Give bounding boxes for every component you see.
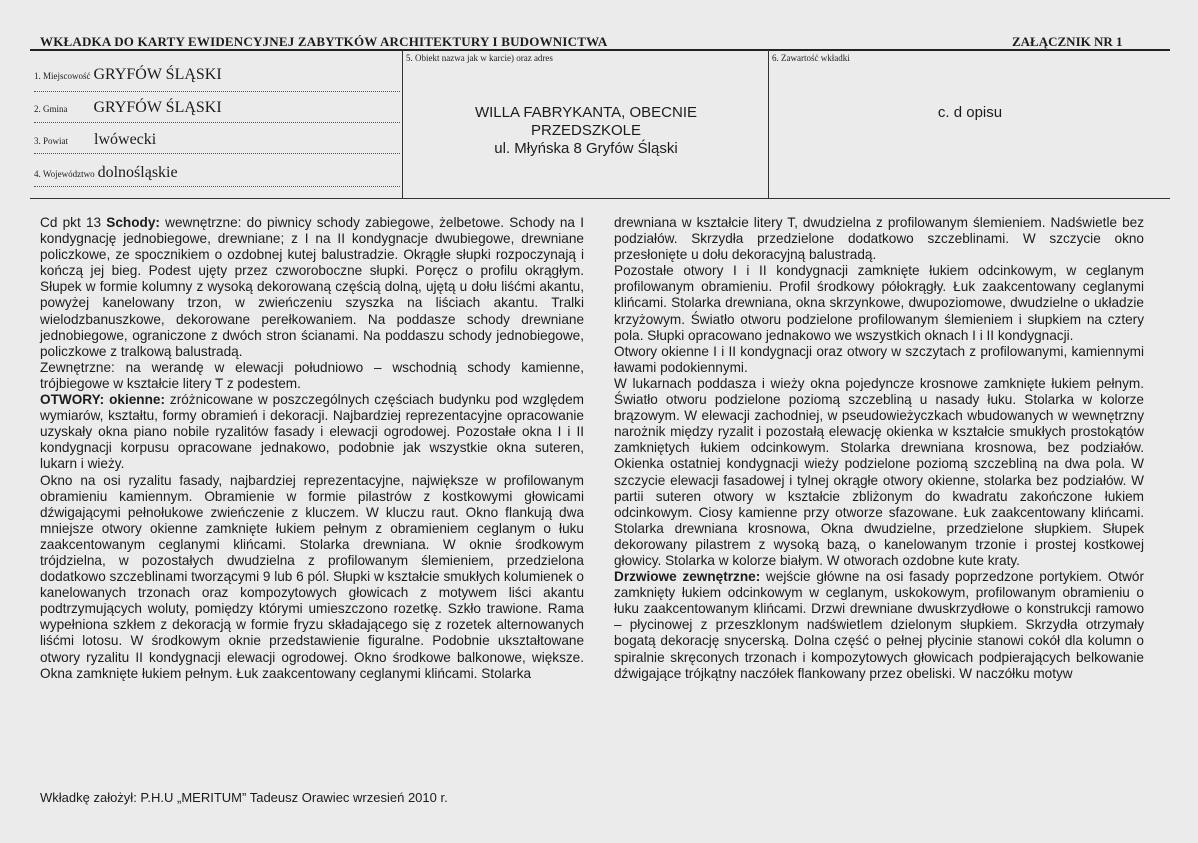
facade-window-paragraph: Okno na osi ryzalitu fasady, najbardziej reprezentacyjne, największe w profilowanym obramieniu kamiennym. Obramienie w formie pilastrów z kostkowymi głowicami dźwigającymi pełnołukowe zwieńczenie z kluczem. W kluczu raut. Okno flankują dwa mniejsze otwory okienne zamknięte łukiem pełnym z obramieniem ceglanym o łuku zaakcentowanym ceglanymi klińcami. Stolarka drewniana. W oknie środkowym trójdzielna, w pozostałych dwudzielna z profilowanym ślemieniem, przedzielona dodatkowo szczeblinami tworzącymi 9 lub 6 pól. Słupki w kształcie smukłych kolumienek o kanelowanych trzonach oraz kompozytowych głowicach z motywem liści akantu podtrzymujących woluty, pomiędzy którymi umieszczono rozetkę. Szkło trawione. Rama wypełniona szkłem z dekoracją w formie fryzu składającego się z rozetek alternowanych liśćmi lotosu. W środkowym oknie przedstawienie figuralne. Podobnie ukształtowane otwory ryzalitu II kondygnacji elewacji ogrodowej. Okno środkowe balkonowe, większe. Okna zamknięte łukiem pełnym. Łuk zaakcentowany ceglanymi klińcami. Stolarka xyxy=(40,472,584,681)
divider-left xyxy=(402,50,403,198)
commune-label: 2. Gmina xyxy=(34,104,68,114)
stairs-paragraph xyxy=(40,215,584,360)
annex-label: ZAŁĄCZNIK NR 1 xyxy=(1012,34,1123,49)
dormer-windows-paragraph: W lukarnach poddasza i wieży okna pojedyncze krosnowe zamknięte łukiem pełnym. Światło otworu podzielone poziomą szczebliną u nasady łuku. Stolarka w kolorze brązowym. W elewacji zachodniej, w pseudowieżyczkach wbudowanych w wewnętrzny narożnik między ryzalit i pozostałą elewację okienka w kształcie smukłych prostokątów zamkniętych łukiem odcinkowym. Stolarka drewniana krosnowa, bez podziałów. Okienka ostatniej kondygnacji wieży podzielone poziomą szczebliną na dwa pola. W szczycie elewacji fasadowej i tylnej okrągłe otwory okienne, stolarka bez podziałów. W partii suteren otwory w kształcie zbliżonym do kwadratu zakończone łukiem odcinkowym. Ciosy kamienne przy otworze sfazowane. Łuk zaakcentowany klińcami. Stolarka drewniana krosnowa, Okna dwudzielne, przedzielone słupkiem. Słupek dekorowany pilastrem z wysoką bazą, o kanelowanym trzonie i prostej kostkowej głowicy. Stolarka w kolorze białym. W otworach ozdobne kute kraty. xyxy=(614,375,1144,568)
locality-value: GRYFÓW ŚLĄSKI xyxy=(93,66,222,83)
field-rule-1 xyxy=(34,91,400,92)
footer-note: Wkładkę założył: P.H.U „MERITUM” Tadeusz Orawiec wrzesień 2010 r. xyxy=(40,790,448,805)
object-address: ul. Młyńska 8 Gryfów Śląski xyxy=(494,140,678,157)
stairs-text: wewnętrzne: do piwnicy schody zabiegowe, żelbetowe. Schody na I kondygnację jednobiegowe, drewniane; z I na II kondygnacje dwubiegowe, drewniane policzkowe, ze spocznikiem o ozdobnej kutej balustradzie. Okrągłe słupki rozpoczynają i kończą jej bieg. Podest ujęty przez czworoboczne słupki. Poręcz o profilu okrągłym. Słupek w formie kolumny z wysoką dekorowaną częścią dolną, ujętą u dołu liśćmi akantu, powyżej kanelowany trzon, w zwieńczeniu szyszka na liściach akantu. Tralki wielodzbanuszkowe, dekorowane perełkowaniem. Na poddasze schody drewniane jednobiegowe, ograniczone z dwóch stron ścianami. Na poddaszu schody jednobiegowe, policzkowe z tralkową balustradą. xyxy=(40,215,584,359)
external-stairs-paragraph: Zewnętrzne: na werandę w elewacji południowo – wschodnią schody kamienne, trójbiegowe w kształcie litery T z podestem. xyxy=(40,359,584,391)
description-left-column xyxy=(40,215,584,682)
contents-box-label: 6. Zawartość wkładki xyxy=(772,53,850,63)
sills-paragraph: Otwory okienne I i II kondygnacji oraz otwory w szczytach z profilowanymi, kamiennymi ławami podokiennymi. xyxy=(614,343,1144,375)
form-title: WKŁADKA DO KARTY EWIDENCYJNEJ ZABYTKÓW ARCHITEKTURY I BUDOWNICTWA xyxy=(40,34,608,49)
openings-paragraph xyxy=(40,392,584,472)
openings-heading: OTWORY: okienne: xyxy=(40,392,165,408)
top-rule xyxy=(30,49,1170,51)
doors-text: wejście główne na osi fasady poprzedzone portykiem. Otwór zamknięty łukiem odcinkowym w ceglanym, uskokowym, profilowanym obramieniu o łuku zaakcentowanym klińcami. Drzwi drewniane dwuskrzydłowe o konstrukcji ramowo – płycinowej z przeszklonym nadświetlem dzielonym słupkiem. Skrzydła otrzymały bogatą dekorację snycerską. Dolna część o pełnej płycinie stanowi cokół dla kolumn o spiralnie skręconych trzonach i kompozytowych głowicach podpierających belkowanie dźwigające trójkątny naczółek flankowany przez obeliski. W naczółku motyw xyxy=(614,569,1144,681)
county-value: lwówecki xyxy=(94,131,157,148)
stairs-heading: Schody: xyxy=(106,215,160,230)
field-rule-2 xyxy=(34,122,400,123)
openings-text: zróżnicowane w poszczególnych częściach budynku pod względem wymiarów, kształtu, formy obramień i dekoracji. Najbardziej reprezentacyjne opracowanie uzyskały okna piano nobile ryzalitów fasady i elewacji ogrodowej. Pozostałe okna I i II kondygnacji korpusu opracowane jednakowo, podobnie jak wszystkie okna suteren, lukarn i wieży. xyxy=(40,392,584,472)
county-field xyxy=(34,131,156,149)
object-name-line1: WILLA FABRYKANTA, OBECNIE xyxy=(474,104,697,121)
insert-contents-value: c. d opisu xyxy=(937,104,1003,121)
divider-right xyxy=(768,50,769,198)
header-bottom-rule xyxy=(30,198,1170,199)
description-right-column xyxy=(614,215,1144,682)
commune-field xyxy=(34,99,222,117)
object-name-line2: PRZEDSZKOLE xyxy=(530,122,642,139)
voivodeship-value: dolnośląskie xyxy=(97,164,178,181)
stairs-prefix: Cd pkt 13 xyxy=(40,215,107,230)
field-rule-4 xyxy=(34,186,400,187)
county-label: 3. Powiat xyxy=(34,136,69,146)
locality-field xyxy=(34,66,222,84)
object-box-label: 5. Obiekt nazwa jak w karcie) oraz adres xyxy=(406,53,553,63)
voivodeship-label: 4. Województwo xyxy=(34,169,95,179)
voivodeship-field xyxy=(34,164,178,182)
doors-paragraph xyxy=(614,569,1144,682)
locality-label: 1. Miejscowość xyxy=(34,71,91,81)
other-openings-paragraph: Pozostałe otwory I i II kondygnacji zamknięte łukiem odcinkowym, w ceglanym profilowanym obramieniu. Profil środkowy półokrągły. Łuk zaakcentowany ceglanymi klińcami. Stolarka drewniana, okna skrzynkowe, dwupoziomowe, dwudzielne o układzie krzyżowym. Światło otworu podzielone profilowanym ślemieniem i słupkiem na cztery pola. Słupki opracowano jednakowo we wszystkich oknach I i II kondygnacji. xyxy=(614,263,1144,343)
field-rule-3 xyxy=(34,153,400,154)
object-name xyxy=(404,104,768,158)
commune-value: GRYFÓW ŚLĄSKI xyxy=(93,99,222,116)
gable-window-paragraph: drewniana w kształcie litery T, dwudzielna z profilowanym ślemieniem. Nadświetle bez podziałów. Skrzydła przedzielone dodatkowo szczeblinami. W szczycie okno przesłonięte u dołu dekoracyjną balustradą. xyxy=(614,215,1144,263)
doors-heading: Drzwiowe zewnętrzne: xyxy=(614,569,761,585)
